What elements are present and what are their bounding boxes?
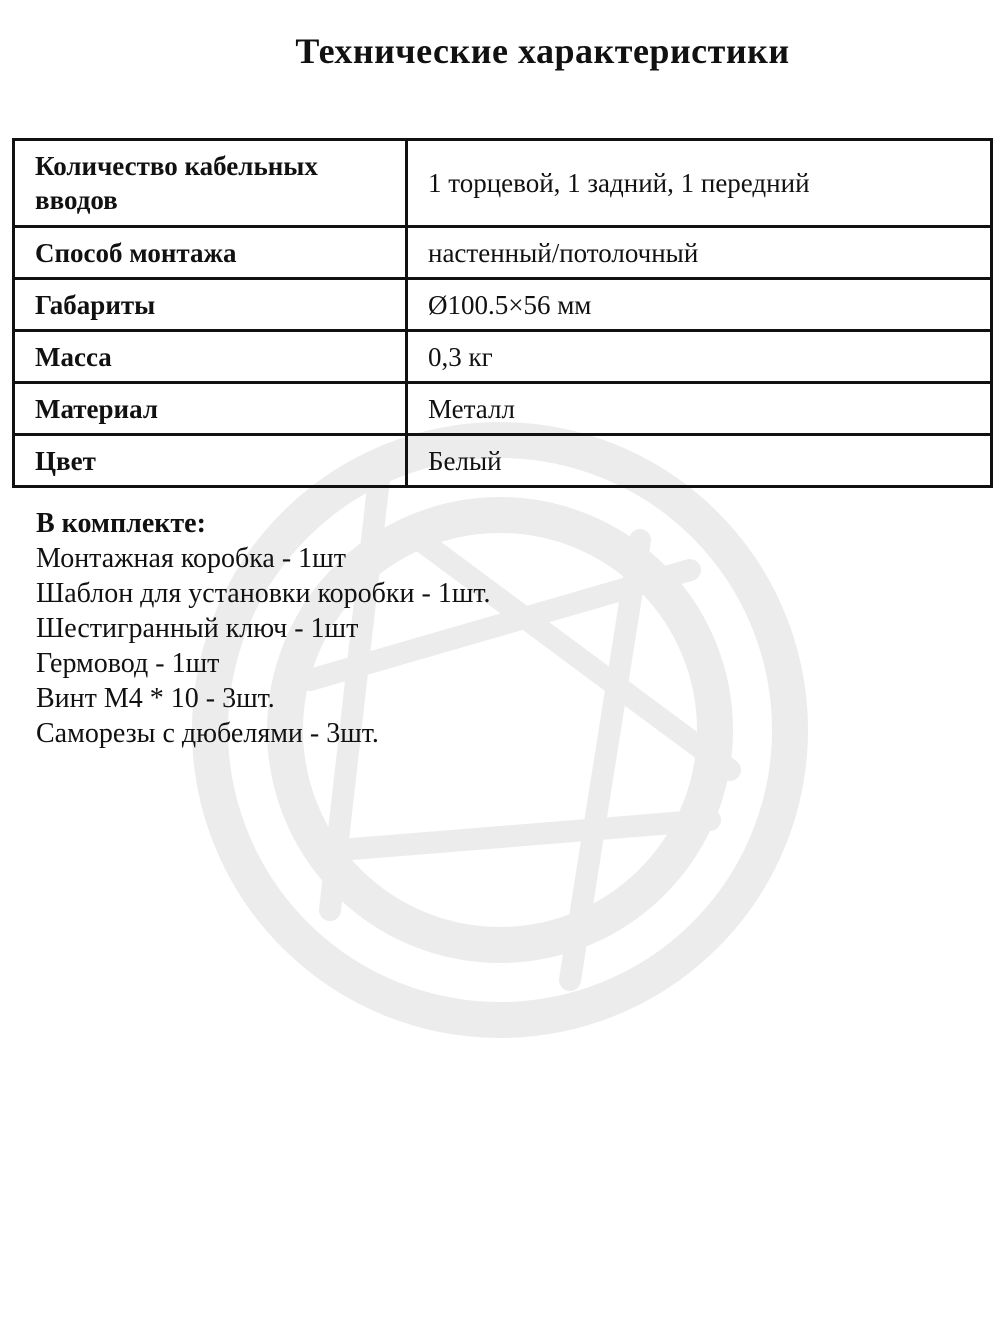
table-row <box>14 435 992 487</box>
spec-value: настенный/потолочный <box>407 227 992 279</box>
spec-value: 0,3 кг <box>407 331 992 383</box>
spec-value: Металл <box>407 383 992 435</box>
table-row <box>14 227 992 279</box>
spec-label: Способ монтажа <box>14 227 407 279</box>
spec-value: 1 торцевой, 1 задний, 1 передний <box>407 140 992 227</box>
spec-label: Количество кабельных вводов <box>14 140 407 227</box>
spec-label: Габариты <box>14 279 407 331</box>
spec-value: Белый <box>407 435 992 487</box>
page-title: Технические характеристики <box>295 31 790 71</box>
spec-label: Масса <box>14 331 407 383</box>
spec-label: Материал <box>14 383 407 435</box>
spec-label: Цвет <box>14 435 407 487</box>
list-item: Шаблон для установки коробки - 1шт. <box>36 578 491 609</box>
list-item: Винт М4 * 10 - 3шт. <box>36 683 275 714</box>
table-row <box>14 279 992 331</box>
kit-section <box>36 506 491 751</box>
spec-value: Ø100.5×56 мм <box>407 279 992 331</box>
table-row <box>14 140 992 227</box>
list-item: Шестигранный ключ - 1шт <box>36 613 359 644</box>
table-row <box>14 331 992 383</box>
kit-title: В комплекте: <box>36 508 206 539</box>
list-item: Гермовод - 1шт <box>36 648 220 679</box>
list-item: Монтажная коробка - 1шт <box>36 543 346 574</box>
specs-table <box>12 138 993 488</box>
list-item: Саморезы с дюбелями - 3шт. <box>36 718 379 749</box>
table-row <box>14 383 992 435</box>
